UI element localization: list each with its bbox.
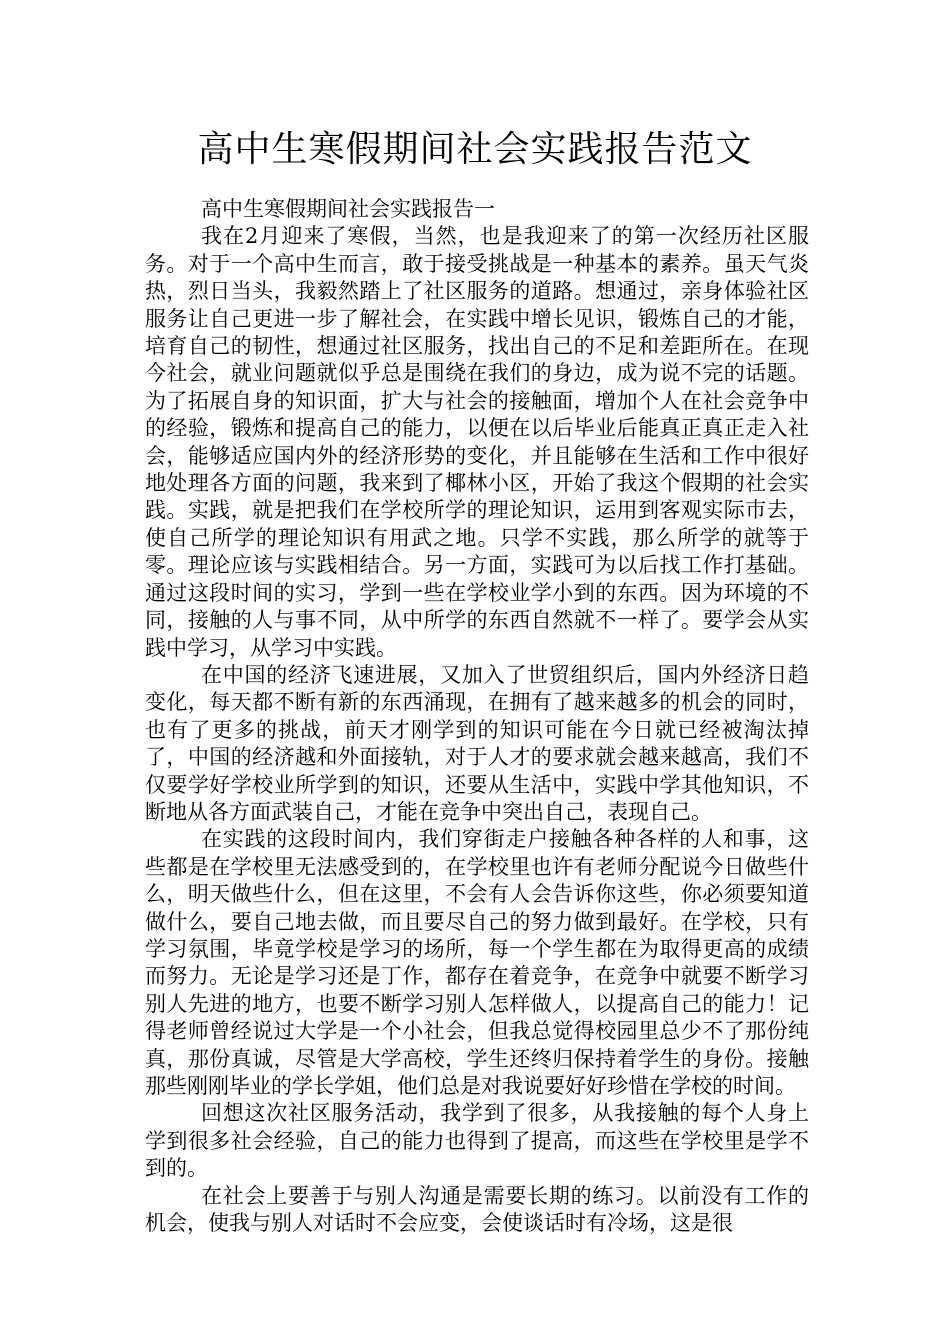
paragraph-2: 在中国的经济飞速进展，又加入了世贸组织后，国内外经济日趋变化，每天都不断有新的东西涌现，在拥有了越来越多的机会的同时，也有了更多的挑战，前天才刚学到的知识可能在今日就已经被淘汰掉了，中国的经济越和外面接轨，对于人才的要求就会越来越高，我们不仅要学好学校业所学到的知识，还要从生活中，实践中学其他知识，不断地从各方面武装自己，才能在竞争中突出自己，表现自己。 (145, 662, 809, 824)
section-heading: 高中生寒假期间社会实践报告一 (201, 197, 495, 221)
paragraph-1: 我在2月迎来了寒假，当然，也是我迎来了的第一次经历社区服务。对于一个高中生而言，敢于接受挑战是一种基本的素养。虽天气炎热，烈日当头，我毅然踏上了社区服务的道路。想通过，亲身体验社区服务让自己更进一步了解社会，在实践中增长见识，锻炼自己的才能，培育自己的韧性，想通过社区服务，找出自己的不足和差距所在。在现今社会，就业问题就似乎总是围绕在我们的身边，成为说不完的话题。为了拓展自身的知识面，扩大与社会的接触面，增加个人在社会竞争中的经验，锻炼和提高自己的能力，以便在以后毕业后能真正真正走入社会，能够适应国内外的经济形势的变化，并且能够在生活和工作中很好地处理各方面的问题，我来到了椰林小区，开始了我这个假期的社会实践。实践，就是把我们在学校所学的理论知识，运用到客观实际巿去，使自己所学的理论知识有用武之地。只学不实践，那么所学的就等于零。理论应该与实践相结合。另一方面，实践可为以后找工作打基础。通过这段时间的实习，学到一些在学校业学小到的东西。因为环境的不同，接触的人与事不同，从中所学的东西自然就不一样了。要学会从实践中学习，从学习中实践。 (145, 224, 809, 660)
paragraph-4: 回想这次社区服务活动，我学到了很多，从我接触的每个人身上学到很多社会经验，自己的能力也得到了提高，而这些在学校里是学不到的。 (145, 1101, 809, 1181)
document-title: 高中生寒假期间社会实践报告范文 (197, 129, 753, 170)
paragraph-5: 在社会上要善于与别人沟通是需要长期的练习。以前没有工作的机会，使我与别人对话时不会应变，会使谈话时有冷场，这是很 (145, 1183, 809, 1236)
document-body (145, 196, 809, 1237)
paragraph-3: 在实践的这段时间内，我们穿街走户接触各种各样的人和事，这些都是在学校里无法感受到的，在学校里也许有老师分配说今日做些什么，明天做些什么，但在这里，不会有人会告诉你这些，你必须要知道做什么，要自己地去做，而且要尽自己的努力做到最好。在学校，只有学习氛围，毕竟学校是学习的场所，每一个学生都在为取得更高的成绩而努力。无论是学习还是丁作，都存在着竞争，在竞争中就要不断学习别人先进的地方，也要不断学习别人怎样做人，以提高自己的能力！记得老师曾经说过大学是一个小社会，但我总觉得校园里总少不了那份纯真，那份真诚，尽管是大学高校，学生还终归保持着学生的身份。接触那些刚刚毕业的学长学姐，他们总是对我说要好好珍惜在学校的时间。 (145, 827, 809, 1098)
